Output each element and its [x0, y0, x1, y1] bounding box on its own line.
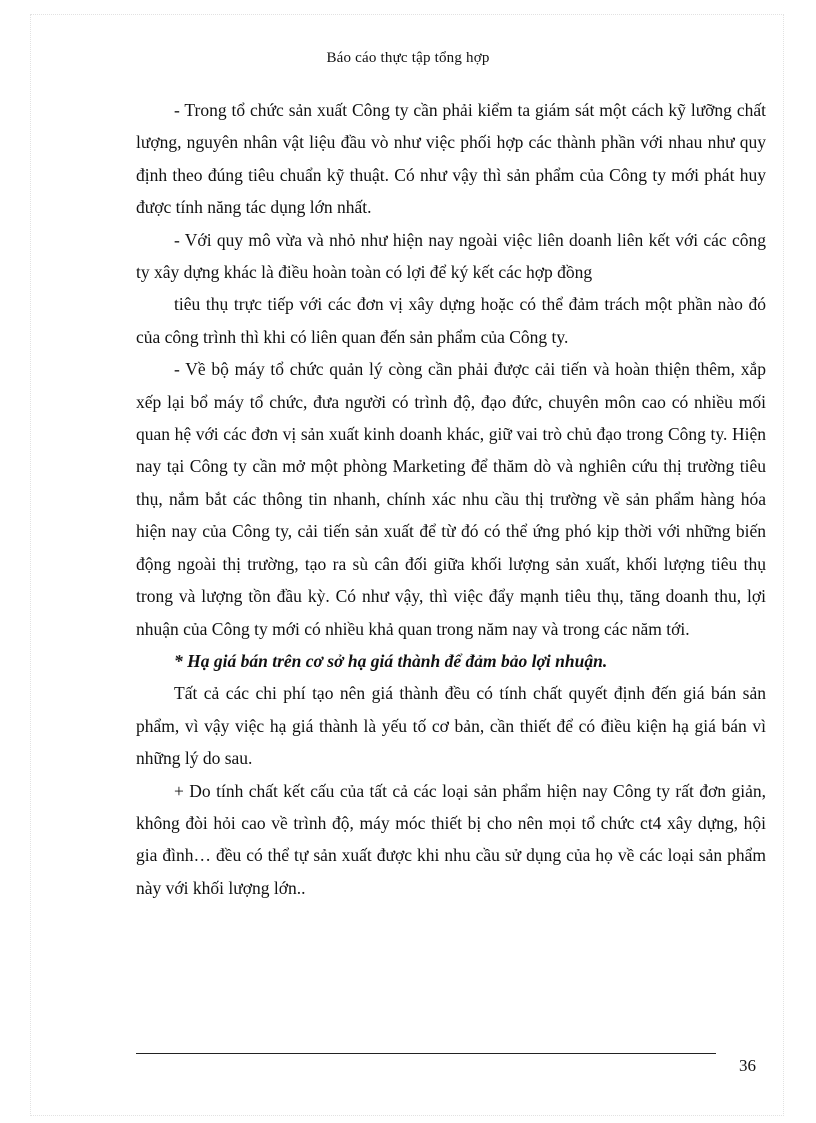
section-heading-price-reduction: * Hạ giá bán trên cơ sở hạ giá thành để đảm bảo lợi nhuận.	[174, 650, 608, 671]
page-number: 36	[739, 1056, 756, 1075]
paragraph-joint-venture: - Với quy mô vừa và nhỏ như hiện nay ngoài việc liên doanh liên kết với các công ty xây dựng khác là điều hoàn toàn có lợi để ký kết các hợp đồng	[136, 229, 766, 283]
paragraph-management-structure: - Về bộ máy tổ chức quản lý còng cần phải được cải tiến và hoàn thiện thêm, xắp xếp lại bổ máy tổ chức, đưa người có trình độ, đạo đức, chuyên môn cao có nhiều mối quan hệ với các đơn vị sản xuất kinh doanh khác, giữ vai trò chủ đạo trong Công ty. Hiện nay tại Công ty cần mở một phòng Marketing để thăm dò và nghiên cứu thị trường tiêu thụ, nắm bắt các thông tin nhanh, chính xác nhu cầu thị trường về sản phẩm hàng hóa hiện nay của Công ty, cải tiến sản xuất để từ đó có thể ứng phó kịp thời với những biến động ngoài thị trường, tạo ra sù cân đối giữa khối lượng sản xuất, khối lượng tiêu thụ trong và lượng tồn đầu kỳ. Có như vậy, thì việc đẩy mạnh tiêu thụ, tăng doanh thu, lợi nhuận của Công ty mới có nhiều khả quan trong năm nay và trong các năm tới.	[136, 359, 766, 639]
paragraph-cost-factors: Tất cả các chi phí tạo nên giá thành đều có tính chất quyết định đến giá bán sản phẩm, vì vậy việc hạ giá thành là yếu tố cơ bản, cần thiết để có điều kiện hạ giá bán vì những lý do sau.	[136, 683, 766, 769]
paragraph-direct-consumption: tiêu thụ trực tiếp với các đơn vị xây dựng hoặc có thể đảm trách một phần nào đó của công trình thì khi có liên quan đến sản phẩm của Công ty.	[136, 294, 766, 347]
footer-divider	[136, 1053, 716, 1054]
paragraph-product-structure: + Do tính chất kết cấu của tất cả các loại sản phẩm hiện nay Công ty rất đơn giản, không đòi hỏi cao về trình độ, máy móc thiết bị cho nên mọi tổ chức ct4 xây dựng, hội gia đình… đều có thể tự sản xuất được khi nhu cầu sử dụng của họ về các loại sản phẩm này với khối lượng lớn..	[136, 780, 766, 898]
paragraph-quality-control: - Trong tổ chức sản xuất Công ty cần phải kiểm ta giám sát một cách kỹ lưỡng chất lượng, nguyên nhân vật liệu đầu vò như việc phối hợp các thành phần với nhau như quy định theo đúng tiêu chuẩn kỹ thuật. Có như vậy thì sản phẩm của Công ty mới phát huy được tính năng tác dụng lớn nhất.	[136, 100, 766, 218]
page-header: Báo cáo thực tập tổng hợp	[326, 50, 490, 66]
document-body	[136, 94, 766, 904]
